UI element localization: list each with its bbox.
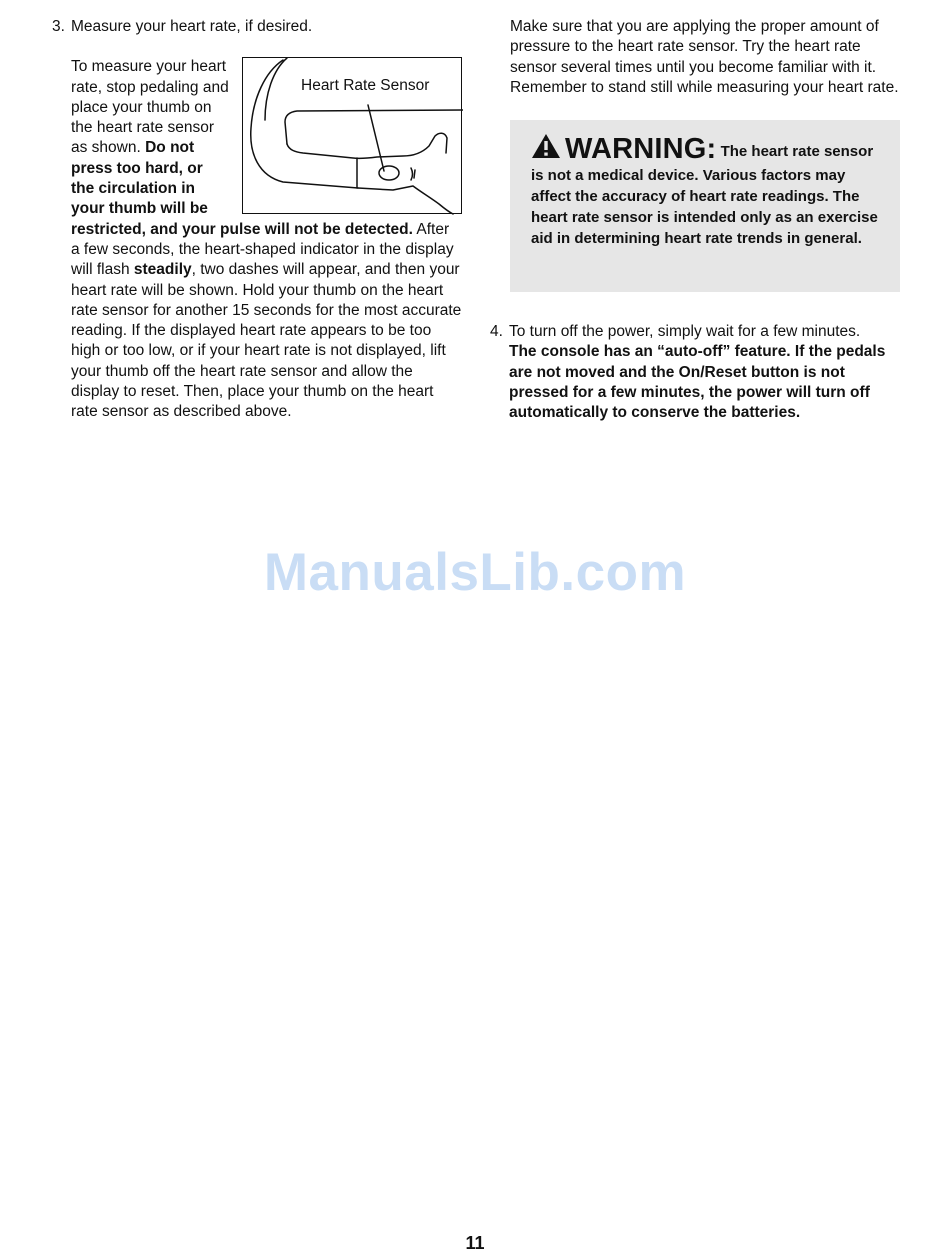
step-4-auto-off-text: The console has an “auto-off” feature. If the pedals are not moved and the On/Reset button is not pressed for a few minutes, the power will turn off automatically to conserve the batteries. (509, 343, 886, 422)
warning-box (510, 120, 900, 292)
step-4 (490, 322, 902, 423)
warning-title: WARNING: (565, 133, 717, 166)
step-3-ending: , two dashes will appear, and then your heart rate will be shown. Hold your thumb on the heart rate sensor for another 15 seconds for the most accurate reading. If the displayed heart rate appears to be too high or too low, or if your heart rate is not displayed, lift your thumb off the heart rate sensor and allow the display to reset. Then, place your thumb on the heart rate sensor as described above. (71, 261, 462, 421)
warning-text: The heart rate sensor is not a medical device. Various factors may affect the accuracy of heart rate readings. The heart rate sensor is intended only as an exercise aid in determining heart rate trends in general. (531, 143, 878, 248)
step-3-steadily: steadily (133, 261, 192, 279)
step-3-middle: After a few seconds, the heart-shaped indicator in the display will flash (71, 220, 454, 279)
step-3-number: 3. (52, 18, 65, 35)
step-3-intro: To measure your heart rate, stop pedaling and place your thumb on the heart rate sensor as shown. (71, 58, 229, 157)
warning-triangle-icon (531, 133, 561, 165)
step-3-heading (52, 17, 462, 37)
watermark: ManualsLib.com (263, 543, 687, 602)
pressure-advice-paragraph: Make sure that you are applying the proper amount of pressure to the heart rate sensor. Try the heart rate sensor several times until you become familiar with it. Remember to stand still while measuring your heart rate. (510, 18, 899, 96)
step-3-body (71, 57, 462, 422)
figure-label: Heart Rate Sensor (301, 77, 430, 95)
heart-rate-sensor-figure (242, 57, 462, 214)
page-number: 11 (465, 1233, 485, 1253)
step-4-heading (490, 322, 902, 342)
left-column (52, 17, 462, 423)
step-4-intro: To turn off the power, simply wait for a few minutes. (509, 323, 861, 341)
step-4-number: 4. (490, 323, 503, 341)
step-3-caution: Do not press too hard, or the circulation in your thumb will be restricted, and your pulse will not be detected. (71, 139, 413, 238)
step-3-heading-text: Measure your heart rate, if desired. (71, 18, 313, 35)
right-column (490, 17, 902, 424)
